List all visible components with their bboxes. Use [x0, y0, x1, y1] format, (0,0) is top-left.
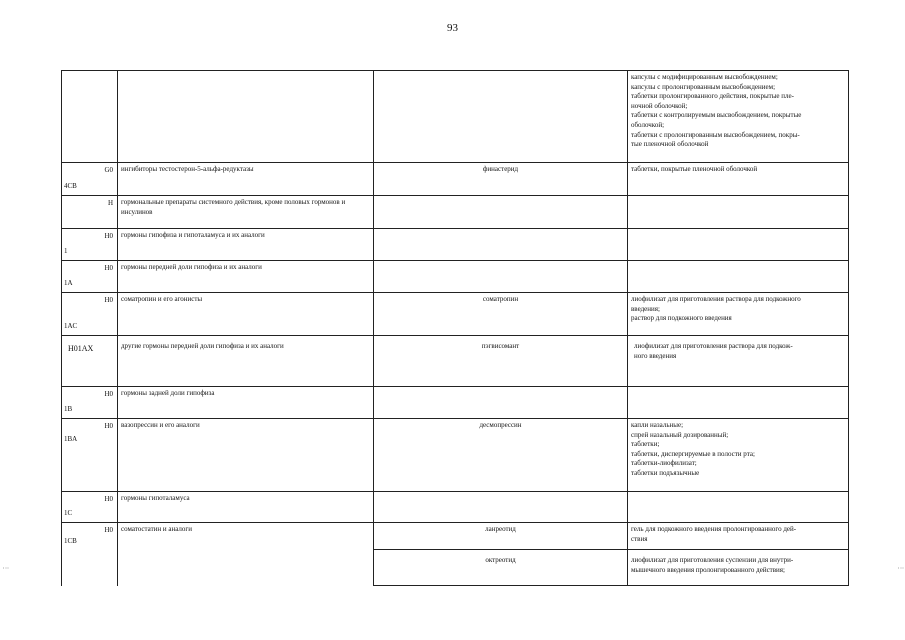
table-row	[62, 196, 849, 229]
dosage-form-cell: таблетки, покрытые пленочной оболочкой	[628, 163, 849, 196]
drug-name-cell: соматропин	[374, 293, 628, 336]
atc-code-part: H	[107, 199, 113, 207]
group-name-cell	[118, 71, 374, 163]
atc-code-cell	[62, 419, 118, 492]
atc-code-cell	[62, 229, 118, 261]
dosage-form-cell	[628, 229, 849, 261]
table-row	[62, 492, 849, 523]
atc-code-cell	[62, 387, 118, 419]
dosage-form-cell	[628, 492, 849, 523]
atc-code-cell	[62, 71, 118, 163]
atc-code-part: 1CB	[64, 537, 77, 545]
table-row	[62, 419, 849, 492]
group-name-cell: другие гормоны передней доли гипофиза и их аналоги	[118, 336, 374, 387]
atc-code-part: 1C	[64, 509, 73, 518]
drug-name-cell: десмопрессин	[374, 419, 628, 492]
group-name-cell: гормоны гипофиза и гипоталамуса и их аналоги	[118, 229, 374, 261]
dosage-form-cell	[628, 387, 849, 419]
drug-name-cell: пэгвисомант	[374, 336, 628, 387]
atc-code-cell	[62, 261, 118, 293]
group-name-cell: соматостатин и аналоги	[118, 523, 374, 586]
atc-code-cell	[62, 336, 118, 387]
atc-code-part: 1B	[64, 405, 73, 414]
atc-code-part: H0	[104, 390, 113, 398]
atc-code-cell	[62, 293, 118, 336]
dosage-form-cell	[628, 261, 849, 293]
left-edge-mark: ⋮	[2, 565, 8, 571]
table-row	[62, 293, 849, 336]
table-row	[62, 336, 849, 387]
group-name-cell: вазопрессин и его аналоги	[118, 419, 374, 492]
atc-code-part: H0	[104, 526, 113, 534]
table-row	[62, 387, 849, 419]
page-number: 93	[447, 22, 458, 34]
atc-code-part: H0	[104, 495, 113, 503]
atc-code-part: H01AX	[68, 344, 94, 353]
drug-name-cell	[374, 71, 628, 163]
drug-name-cell	[374, 196, 628, 229]
group-name-cell: гормональные препараты системного действия, кроме половых гормонов и инсулинов	[118, 196, 374, 229]
atc-code-part: 1A	[64, 279, 73, 288]
dosage-form-cell: гель для подкожного введения пролонгированного дей- ствия	[628, 523, 849, 550]
drug-name-cell: ланреотид	[374, 523, 628, 550]
table-row	[62, 261, 849, 293]
atc-code-part: H0	[104, 296, 113, 304]
atc-code-part: G0	[104, 166, 113, 174]
atc-code-part: H0	[104, 422, 113, 430]
dosage-form-cell: лиофилизат для приготовления раствора для подкожного введения; раствор для подкожного введения	[628, 293, 849, 336]
dosage-form-cell: лиофилизат для приготовления раствора для подкож- ного введения	[628, 336, 849, 387]
table-row	[62, 523, 849, 550]
drug-name-cell	[374, 229, 628, 261]
group-name-cell: ингибиторы тестостерон-5-альфа-редуктазы	[118, 163, 374, 196]
table-row	[62, 229, 849, 261]
atc-code-part: H0	[104, 232, 113, 240]
group-name-cell: соматропин и его агонисты	[118, 293, 374, 336]
table-row	[62, 163, 849, 196]
atc-code-part: 1	[64, 247, 68, 256]
atc-code-part: 1AC	[64, 322, 78, 331]
drug-table	[61, 70, 849, 586]
atc-code-part: 4CB	[64, 182, 77, 191]
drug-name-cell	[374, 492, 628, 523]
dosage-form-cell: капсулы с модифицированным высвобождением; капсулы с пролонгированным высвобождением; таблетки пролонгированного действия, покрытые пле- ночной оболочкой; таблетки с контролируемым высвобождением, покрытые оболочкой; таблетки с пролонгированным высвобождением, покры- тые пленочной оболочкой	[628, 71, 849, 163]
drug-name-cell	[374, 387, 628, 419]
atc-code-cell	[62, 523, 118, 586]
group-name-cell: гормоны задней доли гипофиза	[118, 387, 374, 419]
right-edge-mark: ⋮	[897, 565, 903, 571]
atc-code-part: 1BA	[64, 435, 78, 443]
drug-name-cell: финастерид	[374, 163, 628, 196]
atc-code-cell	[62, 196, 118, 229]
atc-code-cell	[62, 163, 118, 196]
table-row	[62, 71, 849, 163]
group-name-cell: гормоны гипоталамуса	[118, 492, 374, 523]
dosage-form-cell: капли назальные; спрей назальный дозированный; таблетки; таблетки, диспергируемые в полости рта; таблетки-лиофилизат; таблетки подъязычные	[628, 419, 849, 492]
atc-code-part: H0	[104, 264, 113, 272]
drug-name-cell: октреотид	[374, 550, 628, 586]
drug-name-cell	[374, 261, 628, 293]
atc-code-cell	[62, 492, 118, 523]
dosage-form-cell	[628, 196, 849, 229]
group-name-cell: гормоны передней доли гипофиза и их аналоги	[118, 261, 374, 293]
dosage-form-cell: лиофилизат для приготовления суспензии для внутри- мышечного введения пролонгированного действия;	[628, 550, 849, 586]
